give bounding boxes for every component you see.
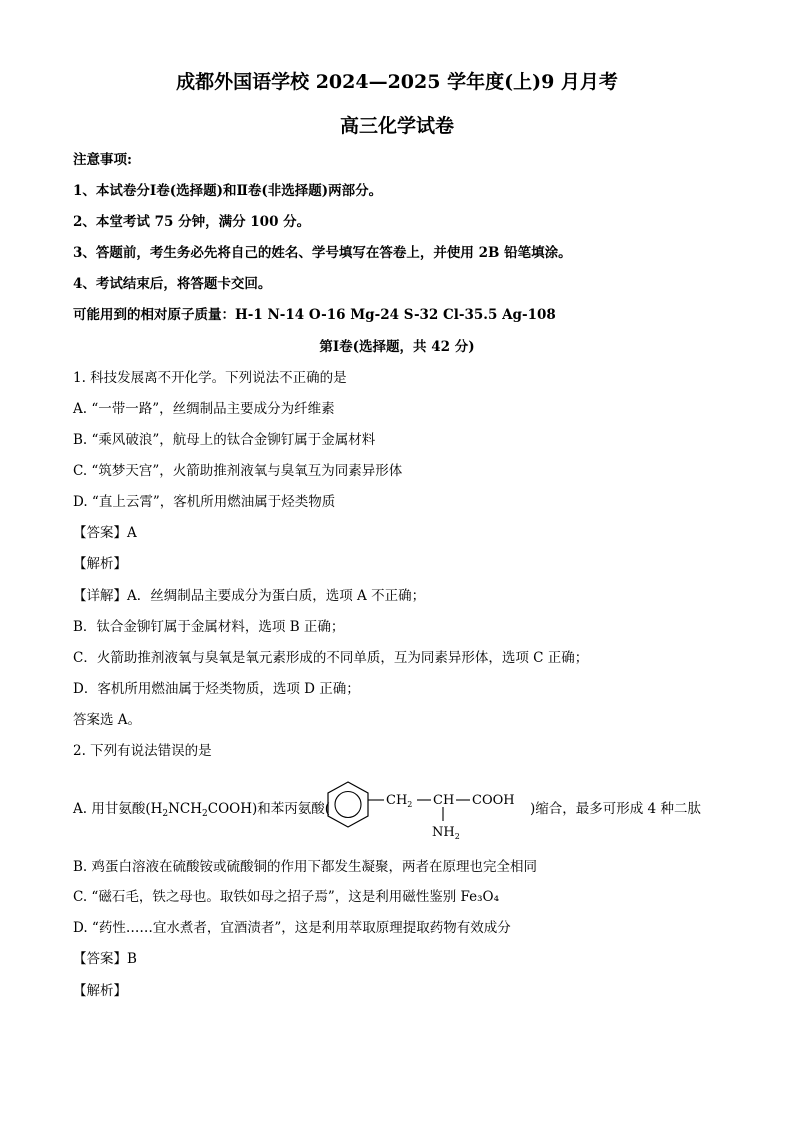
q2-option-a <box>73 800 330 823</box>
note-item-2: 2、本堂考试 75 分钟，满分 100 分。 <box>73 214 311 230</box>
q1-conclusion: 答案选 A。 <box>73 712 142 728</box>
subject-title: 高三化学试卷 <box>339 115 454 137</box>
q1-option-d: D. “直上云霄”，客机所用燃油属于烃类物质 <box>73 494 336 510</box>
q2-answer: 【答案】B <box>73 951 137 967</box>
section-title: 第Ⅰ卷(选择题，共 42 分) <box>319 339 475 355</box>
q1-option-a: A. “一带一路”，丝绸制品主要成分为纤维素 <box>73 401 335 417</box>
benzene-ring <box>328 782 368 827</box>
q2-option-a-prefix: A. 用甘氨酸(H <box>73 801 163 817</box>
note-item-3: 3、答题前，考生务必先将自己的姓名、学号填写在答卷上，并使用 2B 铅笔填涂。 <box>73 245 572 261</box>
q1-answer: 【答案】A <box>73 525 137 541</box>
q1-option-b: B. “乘风破浪”，航母上的钛合金铆钉属于金属材料 <box>73 432 376 448</box>
note-item-4: 4、考试结束后，将答题卡交回。 <box>73 276 272 292</box>
q2-option-d: D. “药性……宜水煮者，宜酒渍者”，这是利用萃取原理提取药物有效成分 <box>73 920 511 936</box>
ch2-group: $CH_2$ <box>386 793 413 809</box>
q1-stem: 1. 科技发展离不开化学。下列说法不正确的是 <box>73 370 347 386</box>
subscript: 2 <box>202 809 208 819</box>
q1-detail-c: C．火箭助推剂液氧与臭氧是氧元素形成的不同单质，互为同素异形体，选项 C 正确； <box>73 650 589 666</box>
nh2-group: $NH_2$ <box>432 825 460 840</box>
q1-detail-d: D．客机所用燃油属于烃类物质，选项 D 正确； <box>73 681 360 697</box>
q2-option-a-suffix: )缩合，最多可形成 4 种二肽 <box>530 801 701 817</box>
phenylalanine-structure <box>318 776 530 840</box>
subscript: 2 <box>162 809 169 819</box>
exam-title: 成都外国语学校 2024—2025 学年度(上)9 月月考 <box>176 71 618 93</box>
q1-option-c: C. “筑梦天宫”，火箭助推剂液氧与臭氧互为同素异形体 <box>73 463 403 479</box>
q2-stem: 2. 下列有说法错误的是 <box>73 743 212 759</box>
ch-group: CH <box>433 793 455 808</box>
aromatic-circle <box>335 792 361 818</box>
q2-option-a-mid: NCH <box>168 801 203 817</box>
q1-analysis-label: 【解析】 <box>73 556 127 572</box>
q2-analysis-label: 【解析】 <box>73 983 127 999</box>
atomic-masses: 可能用到的相对原子质量：H-1 N-14 O-16 Mg-24 S-32 Cl-35.5 Ag-108 <box>73 307 556 323</box>
q2-option-a-end: COOH)和苯丙氨酸( <box>207 801 331 817</box>
q2-option-c: C. “磁石毛，铁之母也。取铁如母之招子焉”，这是利用磁性鉴别 Fe₃O₄ <box>73 889 500 905</box>
q1-detail-b: B．钛合金铆钉属于金属材料，选项 B 正确； <box>73 619 345 635</box>
q2-option-b: B. 鸡蛋白溶液在硫酸铵或硫酸铜的作用下都发生凝聚，两者在原理也完全相同 <box>73 859 538 875</box>
q1-detail-a: 【详解】A．丝绸制品主要成分为蛋白质，选项 A 不正确； <box>73 588 426 604</box>
cooh-group: COOH <box>472 793 515 808</box>
note-item-1: 1、本试卷分Ⅰ卷(选择题)和Ⅱ卷(非选择题)两部分。 <box>73 183 383 199</box>
notes-heading: 注意事项: <box>73 152 132 168</box>
